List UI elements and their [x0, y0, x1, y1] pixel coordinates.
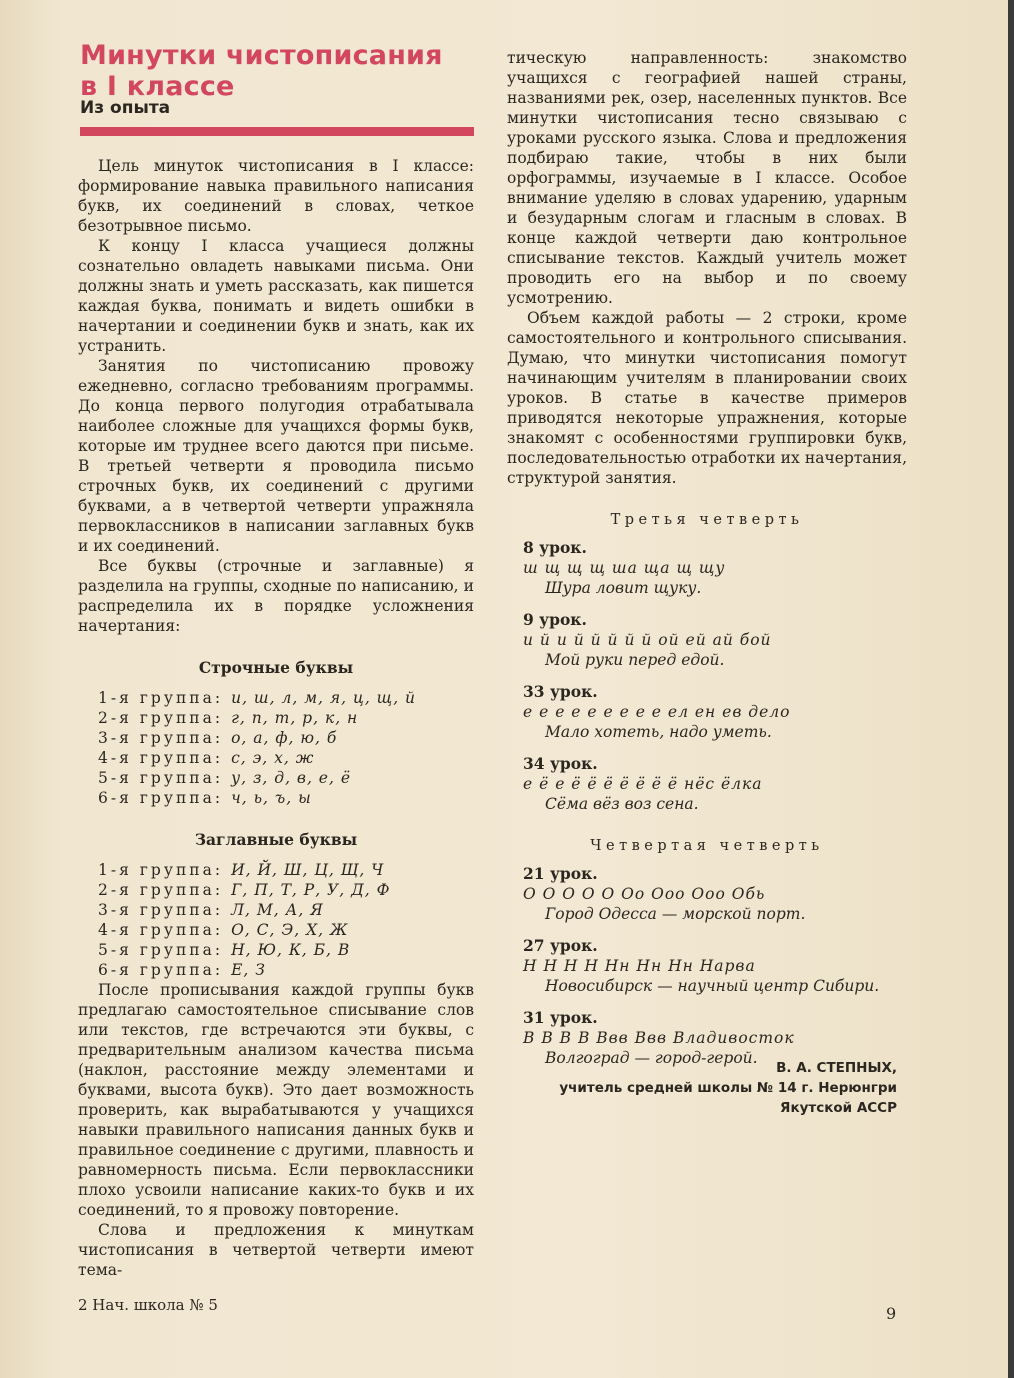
group-label: 3-я группа:: [98, 901, 224, 919]
group-letters: Н, Ю, К, Б, В: [231, 941, 351, 959]
lesson-sentence: Волгоград — город-герой.: [545, 1049, 758, 1067]
article-title: [80, 40, 443, 102]
group-label: 5-я группа:: [98, 941, 224, 959]
author-region: Якутской АССР: [780, 1100, 897, 1116]
lesson-exercise: О О О О О Оо Ооо Ооо Обь: [523, 885, 766, 903]
lowercase-group: [98, 748, 474, 768]
fourth-quarter-heading: Четвертая четверть: [590, 838, 824, 854]
footer-signature-mark: 2 Нач. школа № 5: [78, 1296, 218, 1314]
paragraph: После прописывания каждой группы букв предлагаю самостоятельное списывание слов или текстов, где встречаются эти буквы, с предварительным анализом качества письма (наклон, расстояние между элементами и буквами, высота букв). Это дает возможность проверить, как вырабатываются у учащихся навыки правильного написания данных букв и правильное соединение с другими, плавность и равномерность письма. Если первоклассники плохо усвоили написание каких-то букв и их соединений, то я провожу повторение.: [78, 981, 474, 1219]
lesson-exercise: и й и й й й й й ой ей ай бой: [523, 631, 772, 649]
author-position: учитель средней школы № 14 г. Нерюнгри: [559, 1080, 897, 1096]
lowercase-group: [98, 788, 474, 808]
lowercase-group: [98, 728, 474, 748]
paragraph: Слова и предложения к минуткам чистописания в четвертой четверти имеют тема-: [78, 1221, 474, 1279]
uppercase-group: [98, 860, 474, 880]
page-edge: [1008, 0, 1014, 1378]
group-letters: о, а, ф, ю, б: [231, 729, 338, 747]
lesson-sentence: Мой руки перед едой.: [545, 651, 725, 669]
page-number: 9: [886, 1304, 897, 1323]
group-letters: с, э, х, ж: [231, 749, 315, 767]
lesson-sentence: Сёма вёз воз сена.: [545, 795, 699, 813]
group-label: 1-я группа:: [98, 861, 224, 879]
group-label: 5-я группа:: [98, 769, 224, 787]
group-label: 2-я группа:: [98, 709, 224, 727]
lesson-title: 9 урок.: [523, 610, 587, 629]
lesson: [523, 936, 907, 996]
group-letters: и, ш, л, м, я, ц, щ, й: [231, 689, 417, 707]
article-subtitle: Из опыта: [80, 98, 171, 118]
uppercase-group: [98, 940, 474, 960]
lesson-sentence: Новосибирск — научный центр Сибири.: [545, 977, 880, 995]
group-label: 4-я группа:: [98, 749, 224, 767]
group-letters: О, С, Э, Х, Ж: [231, 921, 349, 939]
lesson: [523, 754, 907, 814]
group-letters: ч, ь, ъ, ы: [231, 789, 312, 807]
lesson: [523, 610, 907, 670]
group-letters: г, п, т, р, к, н: [231, 709, 359, 727]
group-letters: у, з, д, в, е, ё: [231, 769, 351, 787]
group-letters: Г, П, Т, Р, У, Д, Ф: [231, 881, 391, 899]
uppercase-group: [98, 960, 474, 980]
lesson-title: 27 урок.: [523, 936, 598, 955]
group-label: 2-я группа:: [98, 881, 224, 899]
uppercase-heading: Заглавные буквы: [194, 830, 358, 849]
title-line-1: Минутки чистописания: [80, 40, 443, 71]
group-label: 1-я группа:: [98, 689, 224, 707]
lesson-sentence: Шура ловит щуку.: [545, 579, 702, 597]
lesson-exercise: Н Н Н Н Нн Нн Нн Нарва: [523, 957, 756, 975]
lesson-exercise: е ё е ё ё ё ё ё ё ё нёс ёлка: [523, 775, 763, 793]
lesson-exercise: ш щ щ щ ша ща щ щу: [523, 559, 726, 577]
paragraph: Объем каждой работы — 2 строки, кроме самостоятельного и контрольного списывания. Думаю, что минутки чистописания помогут начинающим учителям в планировании своих уроков. В статье в качестве примеров приводятся некоторые упражнения, которые знакомят с особенностями группировки букв, последовательностью отработки их начертания, структурой занятия.: [507, 309, 907, 487]
group-letters: Л, М, А, Я: [231, 901, 324, 919]
lesson-title: 34 урок.: [523, 754, 598, 773]
paragraph: К концу I класса учащиеся должны сознательно овладеть навыками письма. Они должны знать и уметь рассказать, как пишется каждая буква, понимать и видеть ошибки в начертании и соединении букв и знать, как их устранить.: [78, 237, 474, 355]
title-line-2: в I классе: [80, 71, 235, 102]
right-column: [507, 48, 907, 1080]
third-quarter-heading: Третья четверть: [610, 512, 804, 528]
paragraph: Цель минуток чистописания в I классе: формирование навыка правильного написания букв, их соединений в словах, четкое безотрывное письмо.: [78, 157, 474, 235]
group-label: 3-я группа:: [98, 729, 224, 747]
lesson: [523, 538, 907, 598]
group-letters: И, Й, Ш, Ц, Щ, Ч: [231, 861, 385, 879]
title-rule: [80, 127, 474, 136]
lesson: [523, 864, 907, 924]
left-column: [78, 156, 474, 1280]
lesson-title: 8 урок.: [523, 538, 587, 557]
paragraph: Все буквы (строчные и заглавные) я разделила на группы, сходные по написанию, и распределила их в порядке усложнения начертания:: [78, 557, 474, 635]
group-letters: Е, З: [231, 961, 266, 979]
lesson: [523, 682, 907, 742]
lowercase-heading: Строчные буквы: [198, 658, 354, 677]
author-signature: [507, 1058, 897, 1118]
lesson-exercise: В В В В Ввв Ввв Владивосток: [523, 1029, 795, 1047]
group-label: 4-я группа:: [98, 921, 224, 939]
lesson-title: 31 урок.: [523, 1008, 598, 1027]
paragraph: Занятия по чистописанию провожу ежедневно, согласно требованиям программы. До конца первого полугодия отрабатывала наиболее сложные для учащихся формы букв, которые им труднее всего даются при письме. В третьей четверти я проводила письмо строчных букв, их соединений с другими буквами, а в четвертой четверти упражняла первоклассников в написании заглавных букв и их соединений.: [78, 357, 474, 555]
lowercase-group: [98, 708, 474, 728]
lowercase-group: [98, 768, 474, 788]
paragraph: тическую направленность: знакомство учащихся с географией нашей страны, названиями рек, озер, населенных пунктов. Все минутки чистописания тесно связываю с уроками русского языка. Слова и предложения подбираю такие, чтобы в них были орфограммы, изучаемые в I классе. Особое внимание уделяю в словах ударению, ударным и безударным слогам и гласным в словах. В конце каждой четверти даю контрольное списывание текстов. Каждый учитель может проводить его на выбор и по своему усмотрению.: [507, 49, 907, 307]
uppercase-group: [98, 900, 474, 920]
lesson-sentence: Город Одесса — морской порт.: [545, 905, 806, 923]
uppercase-group: [98, 920, 474, 940]
lesson-exercise: е е е е е е е е е ел ен ев дело: [523, 703, 791, 721]
uppercase-group: [98, 880, 474, 900]
lesson-title: 33 урок.: [523, 682, 598, 701]
group-label: 6-я группа:: [98, 961, 224, 979]
author-name: В. А. СТЕПНЫХ,: [776, 1060, 897, 1076]
lesson-sentence: Мало хотеть, надо уметь.: [545, 723, 772, 741]
lowercase-group: [98, 688, 474, 708]
group-label: 6-я группа:: [98, 789, 224, 807]
lesson-title: 21 урок.: [523, 864, 598, 883]
